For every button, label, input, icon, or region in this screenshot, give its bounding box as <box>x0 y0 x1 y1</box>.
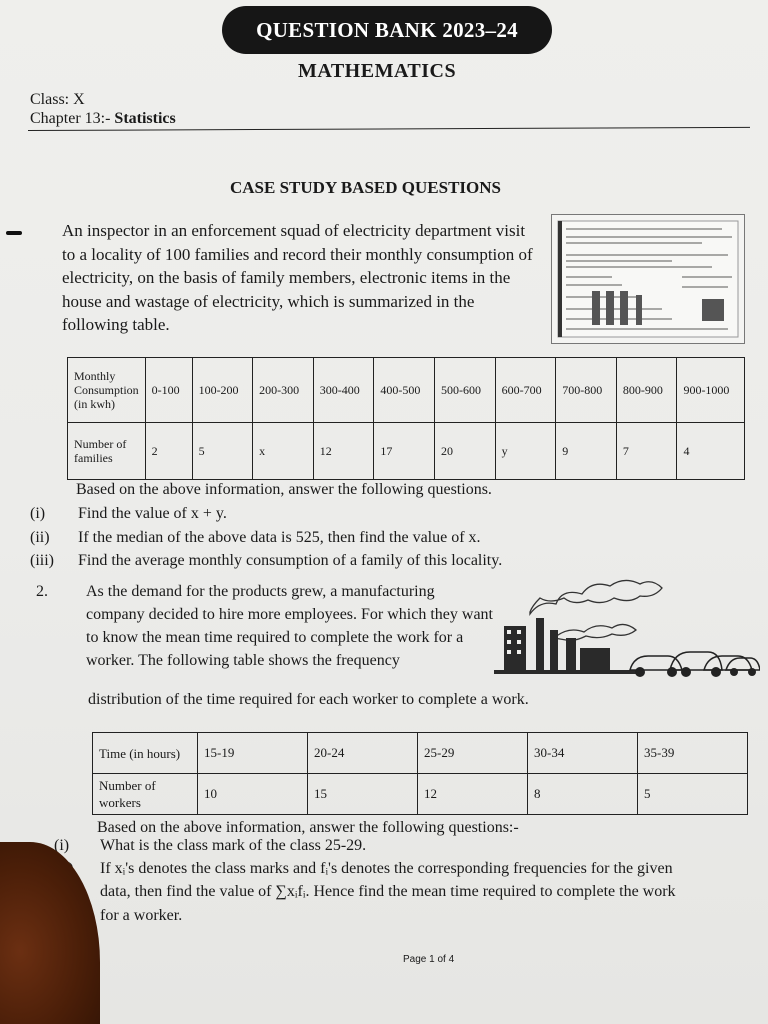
work-frequency-row <box>93 774 748 815</box>
question-text: If the median of the above data is 525, then find the value of x. <box>78 529 481 546</box>
subject-title: MATHEMATICS <box>298 60 457 82</box>
class-interval-cell: 30-34 <box>528 733 638 774</box>
frequency-cell: 17 <box>374 423 435 480</box>
case1-paragraph: An inspector in an enforcement squad of electricity department visit to a locality of 100 families and record their monthly consumption of electricity, on the basis of family members, electronic items in the house and wastage of electricity, which is summarized in the following table. <box>62 221 533 334</box>
question-number: (iii) <box>30 552 54 569</box>
hand-holding-page <box>0 842 100 1024</box>
class-interval-cell: 400-500 <box>374 358 435 423</box>
class-interval-cell: 20-24 <box>308 733 418 774</box>
frequency-cell: 4 <box>677 423 745 480</box>
class-interval-cell: 200-300 <box>253 358 314 423</box>
class-interval-cell: 900-1000 <box>677 358 745 423</box>
question-text-line2: data, then find the value of ∑xᵢfᵢ. Hence find the mean time required to complete the work <box>100 883 676 900</box>
work-class-row <box>93 733 748 774</box>
frequency-cell: y <box>495 423 556 480</box>
work-time-table <box>92 732 748 815</box>
case2-paragraph-end: distribution of the time required for each worker to complete a work. <box>88 691 529 708</box>
factory-illustration <box>490 574 760 686</box>
frequency-cell: 7 <box>616 423 677 480</box>
question-number: (ii) <box>30 529 50 546</box>
frequency-cell: 5 <box>638 774 748 815</box>
row-header: Time (in hours) <box>93 733 198 774</box>
question-number: (i) <box>54 837 70 854</box>
row-header: Number of families <box>68 423 146 480</box>
class-interval-cell: 0-100 <box>145 358 192 423</box>
frequency-cell: 9 <box>556 423 617 480</box>
class-interval-cell: 35-39 <box>638 733 748 774</box>
question-text-line3: for a worker. <box>100 907 183 924</box>
class-label: Class: X <box>30 91 85 108</box>
question-number: (i) <box>30 505 46 522</box>
class-interval-cell: 800-900 <box>616 358 677 423</box>
case1-prompt: Based on the above information, answer the following questions. <box>76 481 492 498</box>
chapter-label <box>30 110 176 128</box>
case2-prompt: Based on the above information, answer the following questions:- <box>97 819 519 836</box>
case2-number: 2. <box>36 583 48 600</box>
electricity-class-row <box>68 358 745 423</box>
page-footer: Page 1 of 4 <box>403 954 455 965</box>
question-text: What is the class mark of the class 25-29. <box>100 837 367 854</box>
class-interval-cell: 25-29 <box>418 733 528 774</box>
case2-paragraph: As the demand for the products grew, a manufacturing company decided to hire more employees. For which they want to know the mean time required to complete the work for a worker. The following table shows the frequency <box>86 583 493 669</box>
class-interval-cell: 300-400 <box>313 358 374 423</box>
class-interval-cell: 100-200 <box>192 358 253 423</box>
frequency-cell: 12 <box>418 774 528 815</box>
electricity-consumption-table <box>67 357 745 480</box>
frequency-cell: 12 <box>313 423 374 480</box>
frequency-cell: 5 <box>192 423 253 480</box>
frequency-cell: 20 <box>435 423 496 480</box>
electricity-frequency-row <box>68 423 745 480</box>
section-title: CASE STUDY BASED QUESTIONS <box>230 178 501 197</box>
electricity-bill-image <box>551 214 745 344</box>
frequency-cell: 8 <box>528 774 638 815</box>
question-bank-banner: QUESTION BANK 2023–24 <box>222 6 552 54</box>
question-text: Find the average monthly consumption of a family of this locality. <box>78 552 503 569</box>
frequency-cell: 10 <box>198 774 308 815</box>
chapter-prefix: Chapter 13:- <box>30 110 115 127</box>
question-text-line1: If xᵢ's denotes the class marks and fᵢ's denotes the corresponding frequencies for the given <box>100 860 673 877</box>
question-text: Find the value of x + y. <box>78 505 227 522</box>
row-header: Number of workers <box>93 774 198 815</box>
frequency-cell: 15 <box>308 774 418 815</box>
frequency-cell: 2 <box>145 423 192 480</box>
chapter-title: Statistics <box>114 110 176 127</box>
frequency-cell: x <box>253 423 314 480</box>
row-header: Monthly Consumption (in kwh) <box>68 358 146 423</box>
class-interval-cell: 700-800 <box>556 358 617 423</box>
class-interval-cell: 15-19 <box>198 733 308 774</box>
margin-mark <box>6 231 22 235</box>
class-interval-cell: 500-600 <box>435 358 496 423</box>
class-interval-cell: 600-700 <box>495 358 556 423</box>
